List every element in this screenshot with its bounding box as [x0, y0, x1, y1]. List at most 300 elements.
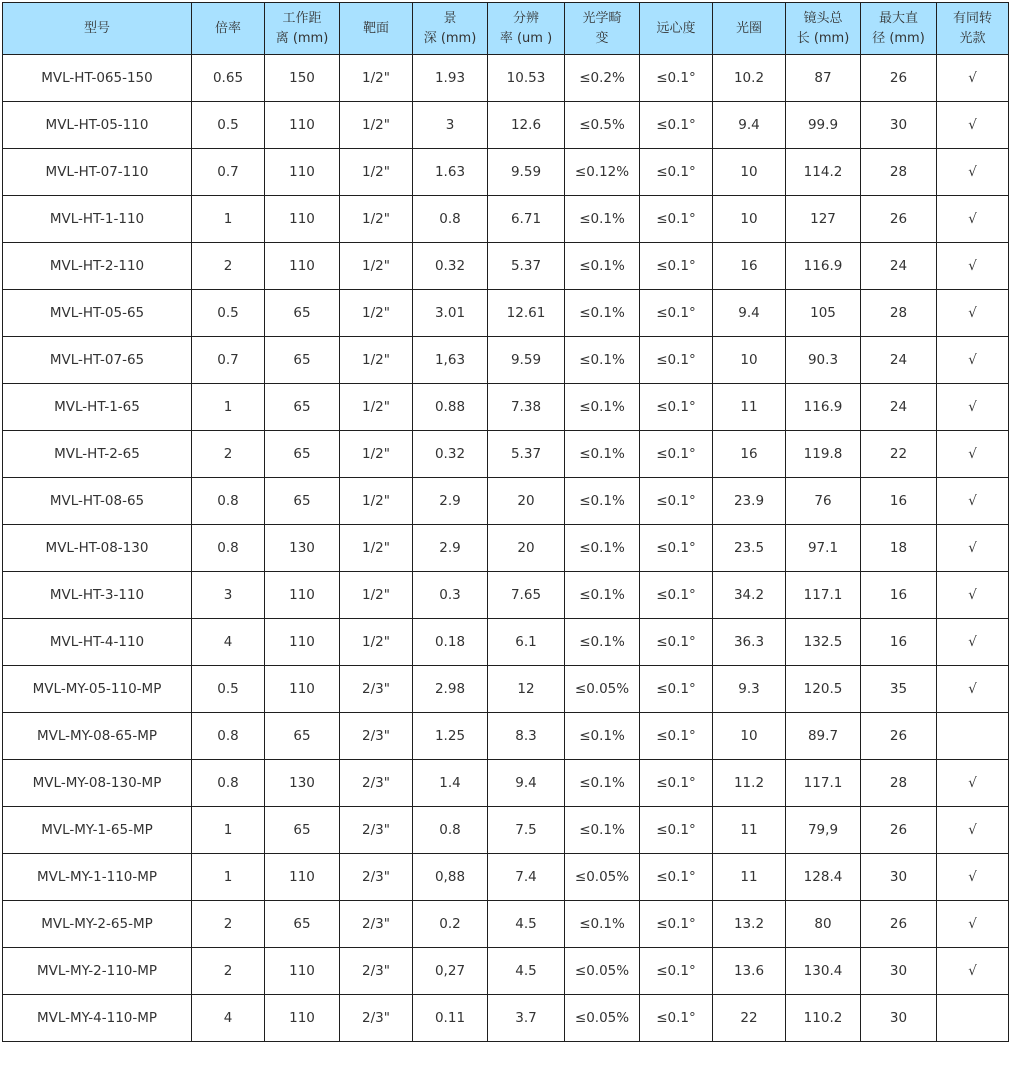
table-cell: 80 — [786, 901, 861, 948]
table-row — [3, 572, 1009, 619]
table-cell: 28 — [861, 149, 937, 196]
table-cell: 114.2 — [786, 149, 861, 196]
column-header-text: 工作距 — [282, 10, 322, 26]
table-cell: 28 — [861, 290, 937, 337]
table-cell: 7.65 — [488, 572, 565, 619]
table-row — [3, 290, 1009, 337]
table-cell: 2/3" — [340, 807, 413, 854]
table-cell: 110 — [265, 948, 340, 995]
table-cell: √ — [937, 243, 1009, 290]
model-cell: MVL-MY-08-130-MP — [3, 760, 192, 807]
table-cell: 34.2 — [713, 572, 786, 619]
table-cell: √ — [937, 901, 1009, 948]
column-header-text: 光圈 — [735, 20, 762, 36]
table-cell: ≤0.1° — [640, 337, 713, 384]
model-cell: MVL-HT-08-130 — [3, 525, 192, 572]
column-header-text: 有同转 — [952, 10, 992, 26]
table-cell: ≤0.1° — [640, 55, 713, 102]
table-cell: 11 — [713, 807, 786, 854]
table-cell: 0.8 — [192, 478, 265, 525]
table-cell: 3.7 — [488, 995, 565, 1042]
column-header-text: 径 (mm) — [872, 30, 925, 46]
table-row — [3, 478, 1009, 525]
column-header — [192, 3, 265, 55]
table-cell: ≤0.1° — [640, 431, 713, 478]
table-cell: 2/3" — [340, 713, 413, 760]
table-cell: ≤0.1° — [640, 995, 713, 1042]
column-header — [413, 3, 488, 55]
table-cell: 1 — [192, 384, 265, 431]
table-cell: √ — [937, 760, 1009, 807]
table-cell: 23.9 — [713, 478, 786, 525]
table-cell: 26 — [861, 901, 937, 948]
table-row — [3, 525, 1009, 572]
table-cell: 2/3" — [340, 666, 413, 713]
table-cell: 110 — [265, 243, 340, 290]
model-cell: MVL-HT-05-110 — [3, 102, 192, 149]
table-cell: 117.1 — [786, 760, 861, 807]
table-cell: 30 — [861, 102, 937, 149]
table-cell: 65 — [265, 478, 340, 525]
table-cell: 0.32 — [413, 243, 488, 290]
table-cell: 65 — [265, 337, 340, 384]
table-cell: √ — [937, 572, 1009, 619]
table-cell: 65 — [265, 384, 340, 431]
table-cell: 0.18 — [413, 619, 488, 666]
table-cell: 99.9 — [786, 102, 861, 149]
model-cell: MVL-MY-08-65-MP — [3, 713, 192, 760]
table-cell: 9.4 — [713, 290, 786, 337]
table-cell: 128.4 — [786, 854, 861, 901]
table-cell: 30 — [861, 995, 937, 1042]
table-row — [3, 243, 1009, 290]
table-cell: 2/3" — [340, 760, 413, 807]
table-cell: √ — [937, 337, 1009, 384]
table-cell: ≤0.1° — [640, 948, 713, 995]
table-cell: 110 — [265, 102, 340, 149]
table-cell: 7.38 — [488, 384, 565, 431]
table-cell: ≤0.1% — [565, 760, 640, 807]
table-cell: 90.3 — [786, 337, 861, 384]
table-cell: √ — [937, 431, 1009, 478]
table-cell: 0.3 — [413, 572, 488, 619]
table-cell: ≤0.12% — [565, 149, 640, 196]
table-cell: 1.63 — [413, 149, 488, 196]
column-header-text: 最大直 — [878, 10, 918, 26]
table-row — [3, 431, 1009, 478]
table-cell: 4.5 — [488, 901, 565, 948]
table-row — [3, 713, 1009, 760]
table-cell: ≤0.1% — [565, 431, 640, 478]
model-cell: MVL-MY-1-65-MP — [3, 807, 192, 854]
column-header-text: 离 (mm) — [275, 30, 329, 46]
table-cell: ≤0.1% — [565, 807, 640, 854]
column-header — [488, 3, 565, 55]
table-cell: 5.37 — [488, 431, 565, 478]
table-cell: 8.3 — [488, 713, 565, 760]
table-cell: 0.8 — [192, 713, 265, 760]
table-cell: 65 — [265, 713, 340, 760]
column-header — [3, 3, 192, 55]
table-cell: 20 — [488, 478, 565, 525]
table-cell: 26 — [861, 807, 937, 854]
column-header — [265, 3, 340, 55]
column-header-text: 型号 — [83, 20, 110, 36]
table-cell: ≤0.1° — [640, 290, 713, 337]
table-cell: 16 — [861, 619, 937, 666]
table-cell: 127 — [786, 196, 861, 243]
table-cell: 117.1 — [786, 572, 861, 619]
column-header-text: 景 — [443, 10, 457, 26]
table-cell: 1,63 — [413, 337, 488, 384]
table-cell: 0.2 — [413, 901, 488, 948]
table-cell: 2 — [192, 431, 265, 478]
table-cell: ≤0.1° — [640, 243, 713, 290]
table-cell: 1/2" — [340, 478, 413, 525]
table-cell: 1 — [192, 807, 265, 854]
table-cell: 4 — [192, 619, 265, 666]
model-cell: MVL-HT-4-110 — [3, 619, 192, 666]
table-cell: 0.8 — [192, 760, 265, 807]
table-cell: √ — [937, 854, 1009, 901]
table-cell: 65 — [265, 431, 340, 478]
table-cell: ≤0.1% — [565, 337, 640, 384]
table-cell: 2/3" — [340, 854, 413, 901]
table-cell: 3 — [413, 102, 488, 149]
table-cell: ≤0.05% — [565, 854, 640, 901]
table-cell: 9.3 — [713, 666, 786, 713]
table-cell: 79,9 — [786, 807, 861, 854]
table-cell: 4.5 — [488, 948, 565, 995]
table-cell: 18 — [861, 525, 937, 572]
table-cell: 0.32 — [413, 431, 488, 478]
model-cell: MVL-MY-2-65-MP — [3, 901, 192, 948]
table-cell: 12.6 — [488, 102, 565, 149]
table-cell: 110.2 — [786, 995, 861, 1042]
table-row — [3, 760, 1009, 807]
table-cell: 0.5 — [192, 290, 265, 337]
table-cell: 89.7 — [786, 713, 861, 760]
table-cell: 16 — [713, 243, 786, 290]
table-cell: 35 — [861, 666, 937, 713]
table-row — [3, 196, 1009, 243]
table-cell: ≤0.1% — [565, 713, 640, 760]
column-header-text: 靶面 — [362, 20, 389, 36]
table-cell: 9.4 — [713, 102, 786, 149]
table-cell: 130 — [265, 525, 340, 572]
table-cell: 0.11 — [413, 995, 488, 1042]
model-cell: MVL-HT-3-110 — [3, 572, 192, 619]
table-cell: 13.2 — [713, 901, 786, 948]
table-cell: 119.8 — [786, 431, 861, 478]
column-header-text: 深 (mm) — [423, 30, 477, 46]
table-cell: √ — [937, 478, 1009, 525]
table-cell: √ — [937, 196, 1009, 243]
table-cell: 1/2" — [340, 572, 413, 619]
column-header — [340, 3, 413, 55]
column-header-text: 长 (mm) — [796, 30, 850, 46]
table-cell: 65 — [265, 807, 340, 854]
table-cell: 1/2" — [340, 337, 413, 384]
table-cell: 26 — [861, 196, 937, 243]
table-cell: 2/3" — [340, 948, 413, 995]
table-row — [3, 948, 1009, 995]
table-cell: 10 — [713, 149, 786, 196]
table-cell: ≤0.1° — [640, 572, 713, 619]
table-cell: 65 — [265, 290, 340, 337]
table-cell: ≤0.1° — [640, 807, 713, 854]
table-cell: 26 — [861, 713, 937, 760]
table-cell: 0.7 — [192, 337, 265, 384]
table-cell: 22 — [861, 431, 937, 478]
table-cell: ≤0.05% — [565, 948, 640, 995]
table-cell: 97.1 — [786, 525, 861, 572]
table-cell: 24 — [861, 243, 937, 290]
table-cell: 11.2 — [713, 760, 786, 807]
table-cell: ≤0.1° — [640, 384, 713, 431]
table-cell: 2.98 — [413, 666, 488, 713]
table-cell — [937, 995, 1009, 1042]
table-cell: ≤0.1° — [640, 854, 713, 901]
table-cell: √ — [937, 807, 1009, 854]
model-cell: MVL-HT-1-110 — [3, 196, 192, 243]
table-cell: 110 — [265, 619, 340, 666]
table-row — [3, 854, 1009, 901]
table-cell: 1/2" — [340, 431, 413, 478]
table-cell: 0,88 — [413, 854, 488, 901]
model-cell: MVL-MY-05-110-MP — [3, 666, 192, 713]
table-cell: ≤0.1% — [565, 572, 640, 619]
table-cell: 87 — [786, 55, 861, 102]
table-cell: ≤0.2% — [565, 55, 640, 102]
table-cell: √ — [937, 948, 1009, 995]
table-cell: 10 — [713, 713, 786, 760]
table-cell: √ — [937, 666, 1009, 713]
table-cell: 2 — [192, 901, 265, 948]
table-cell: 22 — [713, 995, 786, 1042]
column-header-text: 光款 — [959, 30, 986, 46]
table-cell: ≤0.1% — [565, 478, 640, 525]
model-cell: MVL-HT-05-65 — [3, 290, 192, 337]
table-cell: 0.88 — [413, 384, 488, 431]
column-header — [713, 3, 786, 55]
table-cell: ≤0.1% — [565, 901, 640, 948]
table-row — [3, 619, 1009, 666]
table-cell: ≤0.05% — [565, 995, 640, 1042]
table-cell: 7.4 — [488, 854, 565, 901]
column-header — [565, 3, 640, 55]
table-cell: 6.71 — [488, 196, 565, 243]
table-cell: 10.2 — [713, 55, 786, 102]
table-cell: 6.1 — [488, 619, 565, 666]
table-cell: 132.5 — [786, 619, 861, 666]
table-row — [3, 995, 1009, 1042]
table-cell: 110 — [265, 666, 340, 713]
table-cell: 16 — [713, 431, 786, 478]
table-cell: ≤0.5% — [565, 102, 640, 149]
table-cell: 10 — [713, 196, 786, 243]
table-cell: 1 — [192, 196, 265, 243]
table-cell: 110 — [265, 995, 340, 1042]
table-cell: 23.5 — [713, 525, 786, 572]
table-cell: 30 — [861, 948, 937, 995]
table-cell: 1/2" — [340, 55, 413, 102]
table-cell: ≤0.1% — [565, 196, 640, 243]
table-cell: 16 — [861, 572, 937, 619]
table-cell: 1 — [192, 854, 265, 901]
table-cell: ≤0.1% — [565, 619, 640, 666]
table-row — [3, 807, 1009, 854]
column-header-text: 镜头总 — [803, 10, 843, 26]
table-cell: 1/2" — [340, 243, 413, 290]
column-header-text: 分辨 — [512, 10, 539, 26]
table-cell: 24 — [861, 384, 937, 431]
table-cell: 76 — [786, 478, 861, 525]
table-cell: 1.25 — [413, 713, 488, 760]
table-cell: ≤0.1° — [640, 666, 713, 713]
table-cell: ≤0.1° — [640, 102, 713, 149]
lens-spec-table — [2, 2, 1009, 1042]
table-cell: ≤0.1° — [640, 901, 713, 948]
table-cell: ≤0.1° — [640, 196, 713, 243]
table-cell: 5.37 — [488, 243, 565, 290]
table-cell: 1/2" — [340, 525, 413, 572]
table-cell: 2/3" — [340, 901, 413, 948]
table-cell: 130 — [265, 760, 340, 807]
table-cell: 0.8 — [192, 525, 265, 572]
table-cell: 110 — [265, 196, 340, 243]
table-cell: ≤0.1° — [640, 149, 713, 196]
table-cell: 1/2" — [340, 619, 413, 666]
table-cell: 13.6 — [713, 948, 786, 995]
table-cell: 11 — [713, 384, 786, 431]
table-cell: 2 — [192, 243, 265, 290]
table-cell: 0.65 — [192, 55, 265, 102]
table-cell: 36.3 — [713, 619, 786, 666]
table-cell: ≤0.1% — [565, 384, 640, 431]
table-row — [3, 384, 1009, 431]
table-cell: 110 — [265, 854, 340, 901]
column-header-text: 远心度 — [656, 20, 696, 36]
table-cell: 30 — [861, 854, 937, 901]
table-cell: 0.8 — [413, 196, 488, 243]
table-cell: 2/3" — [340, 995, 413, 1042]
model-cell: MVL-HT-2-65 — [3, 431, 192, 478]
table-cell: 2.9 — [413, 525, 488, 572]
header-row — [3, 3, 1009, 55]
model-cell: MVL-HT-08-65 — [3, 478, 192, 525]
table-cell: 116.9 — [786, 384, 861, 431]
table-cell: ≤0.05% — [565, 666, 640, 713]
table-cell: 11 — [713, 854, 786, 901]
table-cell: 26 — [861, 55, 937, 102]
table-cell: 4 — [192, 995, 265, 1042]
table-row — [3, 666, 1009, 713]
table-cell: ≤0.1° — [640, 619, 713, 666]
table-cell: ≤0.1° — [640, 525, 713, 572]
table-cell: 28 — [861, 760, 937, 807]
column-header-text: 率 (um ) — [499, 30, 553, 46]
table-cell: 1/2" — [340, 196, 413, 243]
table-cell: ≤0.1° — [640, 478, 713, 525]
table-cell: √ — [937, 525, 1009, 572]
table-cell: 0.5 — [192, 102, 265, 149]
table-cell: 10 — [713, 337, 786, 384]
table-cell: 24 — [861, 337, 937, 384]
table-cell: 116.9 — [786, 243, 861, 290]
table-cell: √ — [937, 102, 1009, 149]
table-row — [3, 102, 1009, 149]
table-cell: ≤0.1° — [640, 760, 713, 807]
table-cell: 150 — [265, 55, 340, 102]
table-cell: √ — [937, 619, 1009, 666]
table-cell: 0.8 — [413, 807, 488, 854]
table-row — [3, 337, 1009, 384]
model-cell: MVL-HT-07-65 — [3, 337, 192, 384]
table-cell: ≤0.1% — [565, 525, 640, 572]
table-cell: 2 — [192, 948, 265, 995]
table-cell: 1/2" — [340, 290, 413, 337]
table-cell: 9.59 — [488, 149, 565, 196]
table-cell: 7.5 — [488, 807, 565, 854]
table-row — [3, 55, 1009, 102]
table-body — [3, 55, 1009, 1042]
column-header-text: 倍率 — [214, 20, 241, 36]
table-cell: ≤0.1% — [565, 243, 640, 290]
table-cell: 12.61 — [488, 290, 565, 337]
model-cell: MVL-HT-1-65 — [3, 384, 192, 431]
table-cell: 1.4 — [413, 760, 488, 807]
model-cell: MVL-HT-2-110 — [3, 243, 192, 290]
column-header — [861, 3, 937, 55]
table-cell: √ — [937, 384, 1009, 431]
table-cell: 3 — [192, 572, 265, 619]
model-cell: MVL-MY-1-110-MP — [3, 854, 192, 901]
table-cell: 16 — [861, 478, 937, 525]
table-cell: √ — [937, 149, 1009, 196]
table-cell: 120.5 — [786, 666, 861, 713]
table-cell: √ — [937, 55, 1009, 102]
table-cell — [937, 713, 1009, 760]
table-row — [3, 901, 1009, 948]
table-cell: 1.93 — [413, 55, 488, 102]
column-header-text: 变 — [595, 30, 609, 46]
table-cell: 2.9 — [413, 478, 488, 525]
table-cell: 3.01 — [413, 290, 488, 337]
table-cell: 1/2" — [340, 149, 413, 196]
model-cell: MVL-MY-2-110-MP — [3, 948, 192, 995]
table-cell: √ — [937, 290, 1009, 337]
table-cell: 12 — [488, 666, 565, 713]
table-cell: 1/2" — [340, 102, 413, 149]
table-cell: 9.59 — [488, 337, 565, 384]
column-header — [786, 3, 861, 55]
table-cell: 10.53 — [488, 55, 565, 102]
table-cell: 1/2" — [340, 384, 413, 431]
table-cell: ≤0.1° — [640, 713, 713, 760]
table-cell: 110 — [265, 149, 340, 196]
table-cell: 130.4 — [786, 948, 861, 995]
table-cell: 0.5 — [192, 666, 265, 713]
column-header — [640, 3, 713, 55]
table-header — [3, 3, 1009, 55]
table-cell: 0,27 — [413, 948, 488, 995]
table-cell: ≤0.1% — [565, 290, 640, 337]
table-cell: 110 — [265, 572, 340, 619]
model-cell: MVL-MY-4-110-MP — [3, 995, 192, 1042]
table-cell: 0.7 — [192, 149, 265, 196]
column-header — [937, 3, 1009, 55]
